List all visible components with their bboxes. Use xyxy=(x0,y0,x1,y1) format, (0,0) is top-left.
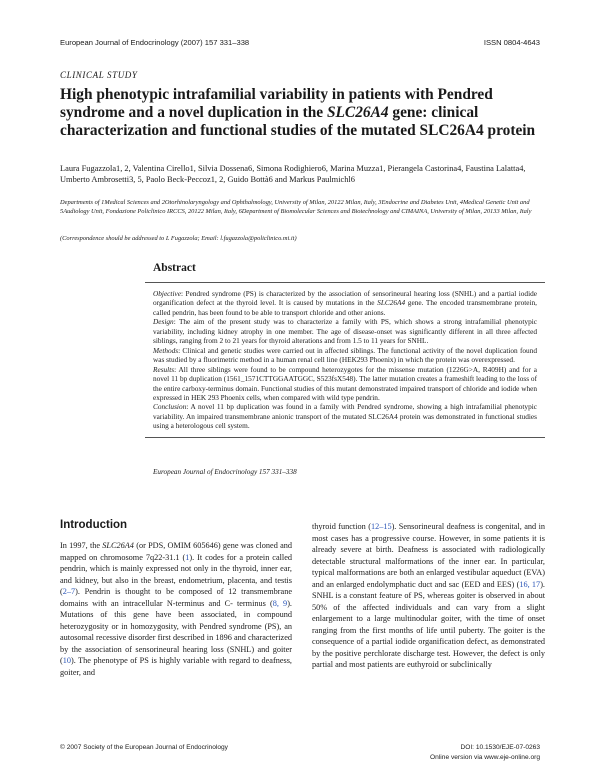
abstract-objective xyxy=(153,289,537,317)
intro-gene: SLC26A4 xyxy=(102,541,134,550)
methods-label: Methods xyxy=(153,345,179,355)
abstract-heading: Abstract xyxy=(153,262,196,274)
intro-text: ). Mutations of this gene have been associated, in compound heterozygosity or in homozygosity, with Pendred syndrome (PS), an autosomal recessive disorder first described in 1896 and characterized by the association of sensorineural hearing loss (SNHL) and goiter ( xyxy=(60,598,292,665)
methods-text: : Clinical and genetic studies were carried out in affected siblings. The functional activity of the novel duplication found was studied by a fluorimetric method in a human renal cell line (HEK293 Phoenix) in which the protein was overexpressed. xyxy=(153,345,537,365)
abstract-methods xyxy=(153,346,537,365)
title-part1: High phenotypic intrafamilial variability in patients with Pendred syndrome and a novel duplication in the xyxy=(60,86,493,121)
objective-text-b: gene. The encoded transmembrane protein, called pendrin, has been found to be able to transport chloride and other anions. xyxy=(153,298,537,317)
footer-online-link[interactable]: Online version via www.eje-online.org xyxy=(430,754,540,761)
article-title xyxy=(60,86,545,140)
intro-text: ). Sensorineural deafness is congenital, and in most cases has a progressive course. However, in some patients it is already severe at birth. Deafness is associated with radiologically detectable structural malformations of the inner ear. In particular, typical malformations are both an enlarged vestibular aqueduct (EVA) and an enlarged endolymphatic duct and sac (EED and EES) ( xyxy=(312,522,545,589)
citation-link[interactable]: 10 xyxy=(62,656,71,665)
intro-text: ). SNHL is a constant feature of PS, whereas goiter is observed in about 50% of the affected individuals and can vary from a slight enlargement to a large multinodular goiter, with the time of onset ranging from the first months of life until puberty. The goiter is the consequence of a partial iodide organification defect, as demonstrated by the positive perchlorate discharge test. However, the defect is only partial and most patients are euthyroid or subclinically xyxy=(312,579,545,669)
objective-gene: SLC26A4 xyxy=(377,298,406,308)
body-column-left xyxy=(60,540,292,678)
correspondence: (Correspondence should be addressed to L Fugazzola; Email: l.fugazzola@policlinico.mi.it) xyxy=(60,235,297,242)
results-label: Results xyxy=(153,364,175,374)
abstract-results xyxy=(153,365,537,403)
intro-text: In 1997, the xyxy=(60,541,103,550)
intro-text: ). Pendrin is thought to be composed of 12 transmembrane domains with an intracellular N-terminus and C- terminus ( xyxy=(60,587,292,608)
objective-text-a: : Pendred syndrome (PS) is characterized by the association of sensorineural hearing loss (SNHL) and a partial iodide organification defect at the thyroid level. It is caused by mutations in the xyxy=(153,289,537,308)
abstract-section xyxy=(145,262,545,438)
citation-link[interactable]: 12–15 xyxy=(370,522,392,531)
abstract-conclusion xyxy=(153,402,537,430)
title-gene: SLC26A4 xyxy=(326,104,389,121)
citation-link[interactable]: 2–7 xyxy=(62,587,76,596)
footer-doi[interactable]: DOI: 10.1530/EJE-07-0263 xyxy=(460,744,540,751)
intro-text: thyroid function ( xyxy=(312,522,371,531)
objective-label: Objective xyxy=(153,289,181,298)
conclusion-text: : A novel 11 bp duplication was found in a family with Pendred syndrome, showing a high intrafamilial phenotypic variability. An impaired transmembrane anionic transport of the mutated SLC26A4 protein was demonstrated in functional studies using a heterologous cell system. xyxy=(153,402,537,431)
citation-link[interactable]: 8, 9 xyxy=(272,598,288,608)
introduction-heading: Introduction xyxy=(60,519,128,531)
results-text: : All three siblings were found to be compound heterozygotes for the missense mutation (1226G>A, R409H) and for a novel 11 bp duplication (1561_1571CTTGGAATGGC, S523fsX548). The latter mutation creates a frameshift leading to the loss of the entire carboxy-terminus domain. Functional studies of this mutant demonstrated impaired transport of chloride and iodide when expressed in HEK 293 Phoenix cells, when compared with wild type pendrin. xyxy=(153,364,538,402)
design-label: Design xyxy=(153,317,174,327)
abstract-body xyxy=(145,282,545,438)
design-text: : The aim of the present study was to characterize a family with PS, which shows a strong intrafamilial phenotypic variability, including kidney atrophy in one member. The age of disease-onset was significantly different in all three affected siblings, ranging from 2 to 21 years for thyroid alterations and from 1.5 to 11 years for SNHL. xyxy=(153,317,537,346)
citation-link[interactable]: 1 xyxy=(185,552,190,562)
intro-paragraph-right xyxy=(312,521,545,671)
body-column-right xyxy=(312,521,545,671)
affiliations: Departments of 1Medical Sciences and 2Otorhinolaryngology and Ophthalmology, University of Milan, 20122 Milan, Italy, 3Endocrine and Diabetes Unit, 4Medical Genetic Unit and 5Audiology Unit, Fondazione Policlinico IRCCS, 20122 Milan, Italy, 6Department of Biomolecular Sciences and Biotechnology and CIMAINA, University of Milan, 20133 Milan, Italy xyxy=(60,199,532,215)
section-label: CLINICAL STUDY xyxy=(60,70,138,80)
intro-paragraph-left xyxy=(60,540,292,678)
title-part2: gene: clinical characterization and functional studies of the mutated SLC26A4 protein xyxy=(60,104,536,139)
citation-link[interactable]: 16, 17 xyxy=(519,579,541,589)
intro-text: ). The phenotype of PS is highly variable with regard to deafness, goiter, and xyxy=(60,656,292,677)
running-header-issn: ISSN 0804-4643 xyxy=(483,38,540,47)
conclusion-label: Conclusion xyxy=(153,402,187,412)
author-list: Laura Fugazzola1, 2, Valentina Cirello1, Silvia Dossena6, Simona Rodighiero6, Marina Muzza1, Pierangela Castorina4, Faustina Lalatta4, Umberto Ambrosetti3, 5, Paolo Beck-Peccoz1, 2, Guido Bottà6 and Markus Paulmichl6 xyxy=(60,164,526,184)
abstract-design xyxy=(153,317,537,345)
running-header-journal: European Journal of Endocrinology (2007) 157 331–338 xyxy=(60,38,250,47)
footer-copyright: © 2007 Society of the European Journal of Endocrinology xyxy=(60,744,228,751)
intro-text: ). It codes for a protein called pendrin, which is mainly expressed not only in the thyroid, inner ear, and kidney, but also in the breast, endometrium, placenta, and testis ( xyxy=(60,552,292,596)
intro-text: (or PDS, OMIM 605646) gene was cloned and mapped on chromosome 7q22-31.1 ( xyxy=(60,541,293,562)
journal-reference: European Journal of Endocrinology 157 331–338 xyxy=(153,468,297,476)
